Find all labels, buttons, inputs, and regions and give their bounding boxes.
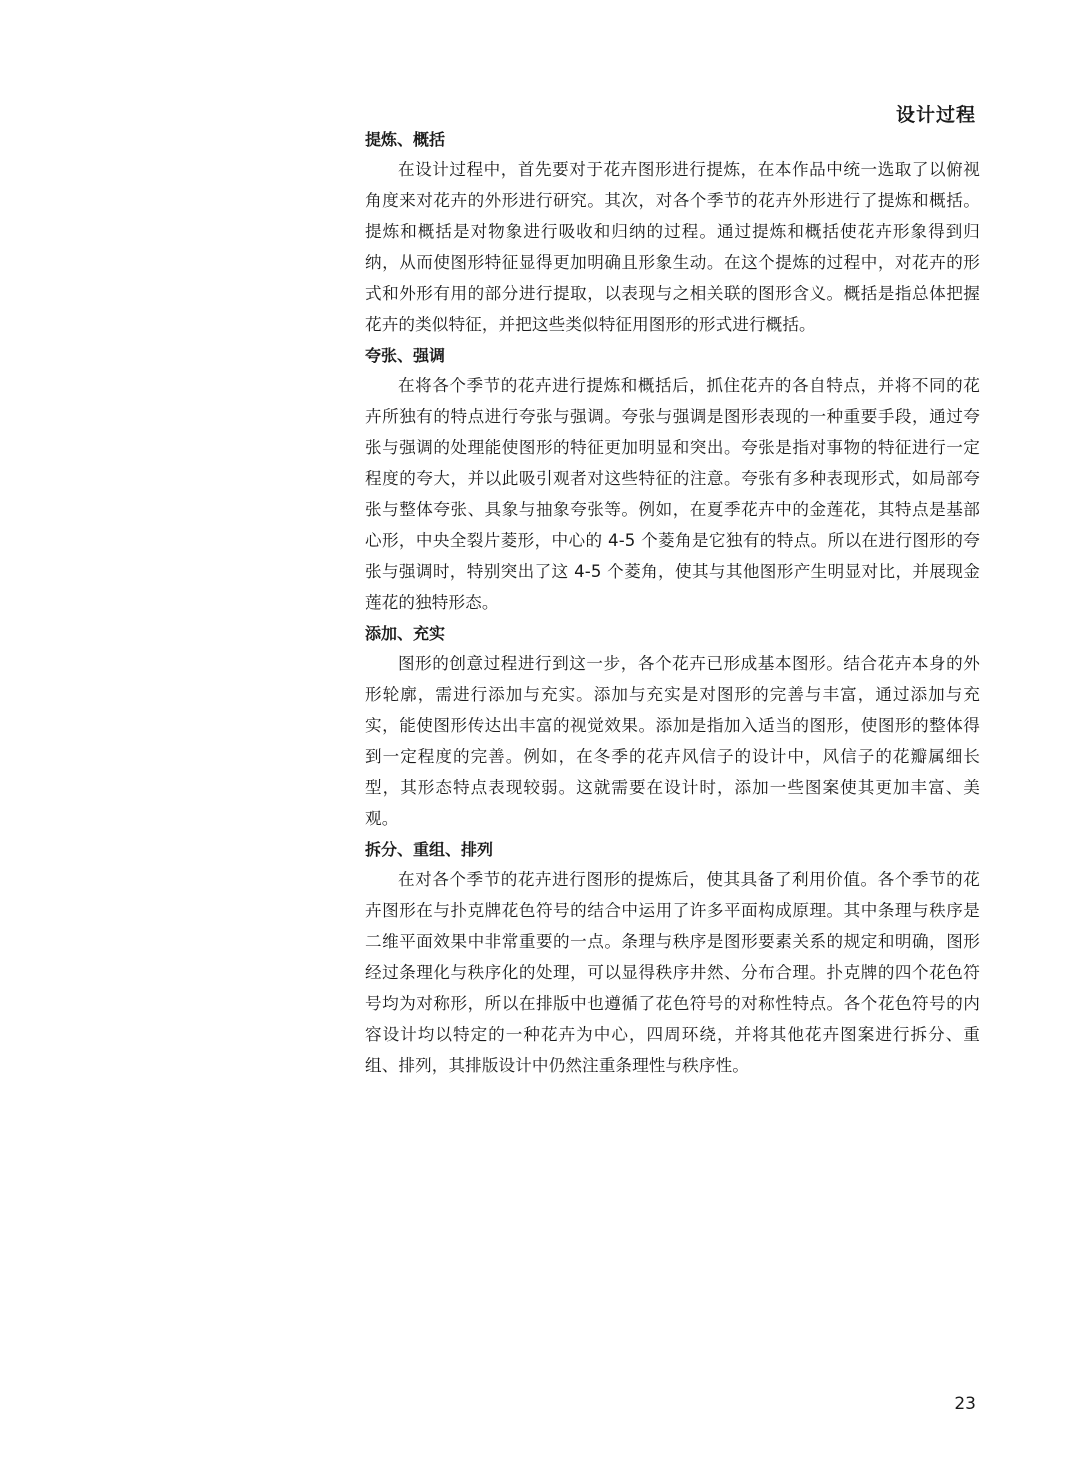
main-content (365, 126, 980, 1083)
section-heading: 添加、充实 (365, 624, 446, 643)
section-paragraph: 在将各个季节的花卉进行提炼和概括后，抓住花卉的各自特点，并将不同的花卉所独有的特点进行夸张与强调。夸张与强调是图形表现的一种重要手段，通过夸张与强调的处理能使图形的特征更加明显和突出。夸张是指对事物的特征进行一定程度的夸大，并以此吸引观者对这些特征的注意。夸张有多种表现形式，如局部夸张与整体夸张、具象与抽象夸张等。例如，在夏季花卉中的金莲花，其特点是基部心形，中央全裂片菱形，中心的 4-5 个菱角是它独有的特点。所以在进行图形的夸张与强调时，特别突出了这 4-5 个菱角，使其与其他图形产生明显对比，并展现金莲花的独特形态。 (365, 376, 980, 612)
section-add-enrich (365, 620, 980, 834)
section-paragraph: 图形的创意过程进行到这一步，各个花卉已形成基本图形。结合花卉本身的外形轮廓，需进行添加与充实。添加与充实是对图形的完善与丰富，通过添加与充实，能使图形传达出丰富的视觉效果。添加是指加入适当的图形，使图形的整体得到一定程度的完善。例如，在冬季的花卉风信子的设计中，风信子的花瓣属细长型，其形态特点表现较弱。这就需要在设计时，添加一些图案使其更加丰富、美观。 (365, 654, 980, 828)
page-number: 23 (954, 1394, 976, 1414)
section-heading: 夸张、强调 (365, 346, 446, 365)
section-refine-summarize (365, 126, 980, 340)
section-split-regroup-arrange (365, 836, 980, 1081)
section-heading: 拆分、重组、排列 (365, 840, 494, 859)
page-header-title: 设计过程 (895, 104, 976, 126)
section-exaggerate-emphasize (365, 342, 980, 618)
section-paragraph: 在对各个季节的花卉进行图形的提炼后，使其具备了利用价值。各个季节的花卉图形在与扑克牌花色符号的结合中运用了许多平面构成原理。其中条理与秩序是二维平面效果中非常重要的一点。条理与秩序是图形要素关系的规定和明确，图形经过条理化与秩序化的处理，可以显得秩序井然、分布合理。扑克牌的四个花色符号均为对称形，所以在排版中也遵循了花色符号的对称性特点。各个花色符号的内容设计均以特定的一种花卉为中心，四周环绕，并将其他花卉图案进行拆分、重组、排列，其排版设计中仍然注重条理性与秩序性。 (365, 870, 980, 1075)
section-heading: 提炼、概括 (365, 130, 446, 149)
section-paragraph: 在设计过程中，首先要对于花卉图形进行提炼，在本作品中统一选取了以俯视角度来对花卉的外形进行研究。其次，对各个季节的花卉外形进行了提炼和概括。提炼和概括是对物象进行吸收和归纳的过程。通过提炼和概括使花卉形象得到归纳，从而使图形特征显得更加明确且形象生动。在这个提炼的过程中，对花卉的形式和外形有用的部分进行提取，以表现与之相关联的图形含义。概括是指总体把握花卉的类似特征，并把这些类似特征用图形的形式进行概括。 (365, 160, 980, 334)
